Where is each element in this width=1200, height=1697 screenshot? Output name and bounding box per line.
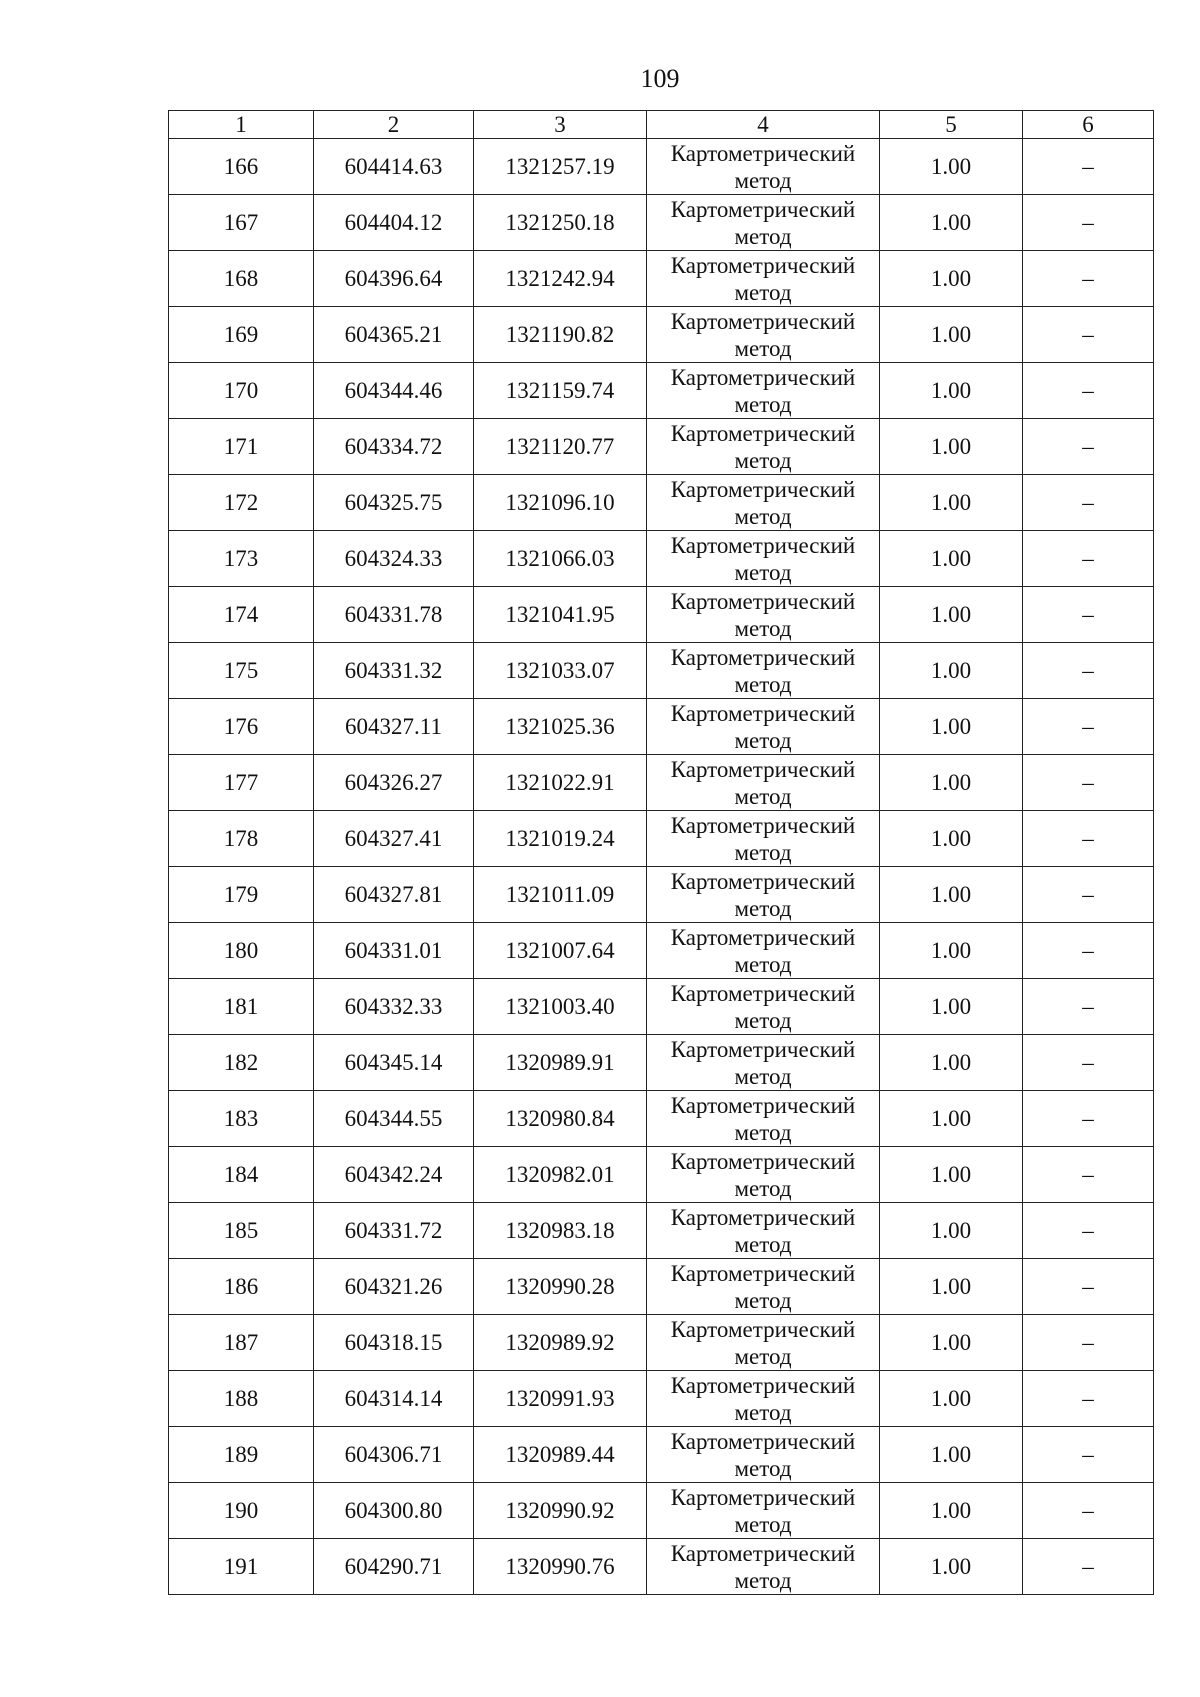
accuracy-cell: 1.00 <box>880 1427 1023 1483</box>
note-cell: – <box>1023 755 1154 811</box>
table-header <box>169 111 1154 139</box>
method-cell: Картометрический метод <box>647 363 880 419</box>
note-cell: – <box>1023 1203 1154 1259</box>
header-row <box>169 111 1154 139</box>
table-row <box>169 1091 1154 1147</box>
point-number-cell: 172 <box>169 475 314 531</box>
method-cell: Картометрический метод <box>647 1371 880 1427</box>
y-coordinate-cell: 1320989.44 <box>474 1427 647 1483</box>
x-coordinate-cell: 604321.26 <box>314 1259 474 1315</box>
table-row <box>169 1035 1154 1091</box>
note-cell: – <box>1023 1035 1154 1091</box>
y-coordinate-cell: 1321159.74 <box>474 363 647 419</box>
y-coordinate-cell: 1321257.19 <box>474 139 647 195</box>
note-cell: – <box>1023 979 1154 1035</box>
accuracy-cell: 1.00 <box>880 1259 1023 1315</box>
note-cell: – <box>1023 1483 1154 1539</box>
table-row <box>169 587 1154 643</box>
note-cell: – <box>1023 587 1154 643</box>
method-cell: Картометрический метод <box>647 531 880 587</box>
note-cell: – <box>1023 699 1154 755</box>
method-cell: Картометрический метод <box>647 1147 880 1203</box>
y-coordinate-cell: 1321019.24 <box>474 811 647 867</box>
point-number-cell: 189 <box>169 1427 314 1483</box>
table-row <box>169 1483 1154 1539</box>
accuracy-cell: 1.00 <box>880 1203 1023 1259</box>
accuracy-cell: 1.00 <box>880 139 1023 195</box>
table-row <box>169 1371 1154 1427</box>
y-coordinate-cell: 1321025.36 <box>474 699 647 755</box>
accuracy-cell: 1.00 <box>880 755 1023 811</box>
point-number-cell: 170 <box>169 363 314 419</box>
point-number-cell: 180 <box>169 923 314 979</box>
accuracy-cell: 1.00 <box>880 1539 1023 1595</box>
method-cell: Картометрический метод <box>647 699 880 755</box>
x-coordinate-cell: 604344.55 <box>314 1091 474 1147</box>
point-number-cell: 169 <box>169 307 314 363</box>
x-coordinate-cell: 604414.63 <box>314 139 474 195</box>
table-row <box>169 307 1154 363</box>
point-number-cell: 168 <box>169 251 314 307</box>
point-number-cell: 181 <box>169 979 314 1035</box>
point-number-cell: 188 <box>169 1371 314 1427</box>
header-cell: 1 <box>169 111 314 139</box>
x-coordinate-cell: 604325.75 <box>314 475 474 531</box>
x-coordinate-cell: 604331.32 <box>314 643 474 699</box>
x-coordinate-cell: 604327.41 <box>314 811 474 867</box>
method-cell: Картометрический метод <box>647 1539 880 1595</box>
note-cell: – <box>1023 139 1154 195</box>
note-cell: – <box>1023 475 1154 531</box>
accuracy-cell: 1.00 <box>880 1371 1023 1427</box>
table-row <box>169 139 1154 195</box>
y-coordinate-cell: 1321120.77 <box>474 419 647 475</box>
y-coordinate-cell: 1321250.18 <box>474 195 647 251</box>
y-coordinate-cell: 1321242.94 <box>474 251 647 307</box>
point-number-cell: 186 <box>169 1259 314 1315</box>
x-coordinate-cell: 604345.14 <box>314 1035 474 1091</box>
y-coordinate-cell: 1320990.28 <box>474 1259 647 1315</box>
note-cell: – <box>1023 643 1154 699</box>
table-row <box>169 755 1154 811</box>
table-row <box>169 1259 1154 1315</box>
accuracy-cell: 1.00 <box>880 587 1023 643</box>
accuracy-cell: 1.00 <box>880 811 1023 867</box>
x-coordinate-cell: 604300.80 <box>314 1483 474 1539</box>
x-coordinate-cell: 604324.33 <box>314 531 474 587</box>
y-coordinate-cell: 1321011.09 <box>474 867 647 923</box>
method-cell: Картометрический метод <box>647 1315 880 1371</box>
x-coordinate-cell: 604365.21 <box>314 307 474 363</box>
note-cell: – <box>1023 531 1154 587</box>
point-number-cell: 179 <box>169 867 314 923</box>
table-row <box>169 811 1154 867</box>
method-cell: Картометрический метод <box>647 139 880 195</box>
accuracy-cell: 1.00 <box>880 475 1023 531</box>
header-cell: 6 <box>1023 111 1154 139</box>
y-coordinate-cell: 1320982.01 <box>474 1147 647 1203</box>
note-cell: – <box>1023 1259 1154 1315</box>
header-cell: 2 <box>314 111 474 139</box>
accuracy-cell: 1.00 <box>880 1091 1023 1147</box>
x-coordinate-cell: 604332.33 <box>314 979 474 1035</box>
accuracy-cell: 1.00 <box>880 979 1023 1035</box>
y-coordinate-cell: 1321022.91 <box>474 755 647 811</box>
method-cell: Картометрический метод <box>647 755 880 811</box>
table-body <box>169 139 1154 1595</box>
y-coordinate-cell: 1321033.07 <box>474 643 647 699</box>
y-coordinate-cell: 1321041.95 <box>474 587 647 643</box>
point-number-cell: 191 <box>169 1539 314 1595</box>
point-number-cell: 166 <box>169 139 314 195</box>
x-coordinate-cell: 604306.71 <box>314 1427 474 1483</box>
table-row <box>169 979 1154 1035</box>
note-cell: – <box>1023 1315 1154 1371</box>
y-coordinate-cell: 1320990.76 <box>474 1539 647 1595</box>
point-number-cell: 175 <box>169 643 314 699</box>
table-row <box>169 643 1154 699</box>
point-number-cell: 185 <box>169 1203 314 1259</box>
table-row <box>169 419 1154 475</box>
method-cell: Картометрический метод <box>647 307 880 363</box>
method-cell: Картометрический метод <box>647 1483 880 1539</box>
y-coordinate-cell: 1321066.03 <box>474 531 647 587</box>
method-cell: Картометрический метод <box>647 195 880 251</box>
x-coordinate-cell: 604290.71 <box>314 1539 474 1595</box>
note-cell: – <box>1023 867 1154 923</box>
point-number-cell: 184 <box>169 1147 314 1203</box>
table-row <box>169 363 1154 419</box>
x-coordinate-cell: 604342.24 <box>314 1147 474 1203</box>
note-cell: – <box>1023 1091 1154 1147</box>
point-number-cell: 167 <box>169 195 314 251</box>
table-row <box>169 475 1154 531</box>
table-row <box>169 1203 1154 1259</box>
y-coordinate-cell: 1320983.18 <box>474 1203 647 1259</box>
point-number-cell: 190 <box>169 1483 314 1539</box>
accuracy-cell: 1.00 <box>880 867 1023 923</box>
header-cell: 5 <box>880 111 1023 139</box>
note-cell: – <box>1023 419 1154 475</box>
method-cell: Картометрический метод <box>647 979 880 1035</box>
coordinates-table <box>168 110 1154 1595</box>
x-coordinate-cell: 604331.72 <box>314 1203 474 1259</box>
header-cell: 3 <box>474 111 647 139</box>
accuracy-cell: 1.00 <box>880 699 1023 755</box>
accuracy-cell: 1.00 <box>880 251 1023 307</box>
point-number-cell: 173 <box>169 531 314 587</box>
method-cell: Картометрический метод <box>647 1427 880 1483</box>
note-cell: – <box>1023 1539 1154 1595</box>
page-number: 109 <box>640 64 680 93</box>
point-number-cell: 178 <box>169 811 314 867</box>
note-cell: – <box>1023 1427 1154 1483</box>
method-cell: Картометрический метод <box>647 419 880 475</box>
x-coordinate-cell: 604326.27 <box>314 755 474 811</box>
point-number-cell: 176 <box>169 699 314 755</box>
method-cell: Картометрический метод <box>647 475 880 531</box>
y-coordinate-cell: 1320990.92 <box>474 1483 647 1539</box>
x-coordinate-cell: 604404.12 <box>314 195 474 251</box>
table-row <box>169 923 1154 979</box>
note-cell: – <box>1023 811 1154 867</box>
x-coordinate-cell: 604334.72 <box>314 419 474 475</box>
point-number-cell: 182 <box>169 1035 314 1091</box>
header-cell: 4 <box>647 111 880 139</box>
method-cell: Картометрический метод <box>647 867 880 923</box>
method-cell: Картометрический метод <box>647 1203 880 1259</box>
point-number-cell: 183 <box>169 1091 314 1147</box>
accuracy-cell: 1.00 <box>880 923 1023 979</box>
x-coordinate-cell: 604318.15 <box>314 1315 474 1371</box>
y-coordinate-cell: 1321190.82 <box>474 307 647 363</box>
accuracy-cell: 1.00 <box>880 1315 1023 1371</box>
note-cell: – <box>1023 251 1154 307</box>
note-cell: – <box>1023 1371 1154 1427</box>
table-row <box>169 867 1154 923</box>
note-cell: – <box>1023 1147 1154 1203</box>
note-cell: – <box>1023 307 1154 363</box>
accuracy-cell: 1.00 <box>880 643 1023 699</box>
method-cell: Картометрический метод <box>647 1259 880 1315</box>
method-cell: Картометрический метод <box>647 923 880 979</box>
method-cell: Картометрический метод <box>647 587 880 643</box>
accuracy-cell: 1.00 <box>880 1483 1023 1539</box>
y-coordinate-cell: 1320989.91 <box>474 1035 647 1091</box>
accuracy-cell: 1.00 <box>880 195 1023 251</box>
x-coordinate-cell: 604327.11 <box>314 699 474 755</box>
y-coordinate-cell: 1320989.92 <box>474 1315 647 1371</box>
table-row <box>169 699 1154 755</box>
table-row <box>169 1427 1154 1483</box>
table-row <box>169 195 1154 251</box>
table-row <box>169 1147 1154 1203</box>
accuracy-cell: 1.00 <box>880 1035 1023 1091</box>
y-coordinate-cell: 1321003.40 <box>474 979 647 1035</box>
x-coordinate-cell: 604327.81 <box>314 867 474 923</box>
table-row <box>169 1539 1154 1595</box>
method-cell: Картометрический метод <box>647 811 880 867</box>
y-coordinate-cell: 1320991.93 <box>474 1371 647 1427</box>
accuracy-cell: 1.00 <box>880 307 1023 363</box>
method-cell: Картометрический метод <box>647 251 880 307</box>
table-row <box>169 531 1154 587</box>
x-coordinate-cell: 604396.64 <box>314 251 474 307</box>
x-coordinate-cell: 604314.14 <box>314 1371 474 1427</box>
accuracy-cell: 1.00 <box>880 1147 1023 1203</box>
x-coordinate-cell: 604331.01 <box>314 923 474 979</box>
method-cell: Картометрический метод <box>647 1091 880 1147</box>
point-number-cell: 187 <box>169 1315 314 1371</box>
note-cell: – <box>1023 195 1154 251</box>
y-coordinate-cell: 1320980.84 <box>474 1091 647 1147</box>
point-number-cell: 174 <box>169 587 314 643</box>
table-row <box>169 1315 1154 1371</box>
accuracy-cell: 1.00 <box>880 419 1023 475</box>
note-cell: – <box>1023 363 1154 419</box>
x-coordinate-cell: 604331.78 <box>314 587 474 643</box>
point-number-cell: 171 <box>169 419 314 475</box>
accuracy-cell: 1.00 <box>880 363 1023 419</box>
point-number-cell: 177 <box>169 755 314 811</box>
y-coordinate-cell: 1321096.10 <box>474 475 647 531</box>
x-coordinate-cell: 604344.46 <box>314 363 474 419</box>
y-coordinate-cell: 1321007.64 <box>474 923 647 979</box>
accuracy-cell: 1.00 <box>880 531 1023 587</box>
method-cell: Картометрический метод <box>647 643 880 699</box>
table-row <box>169 251 1154 307</box>
method-cell: Картометрический метод <box>647 1035 880 1091</box>
note-cell: – <box>1023 923 1154 979</box>
